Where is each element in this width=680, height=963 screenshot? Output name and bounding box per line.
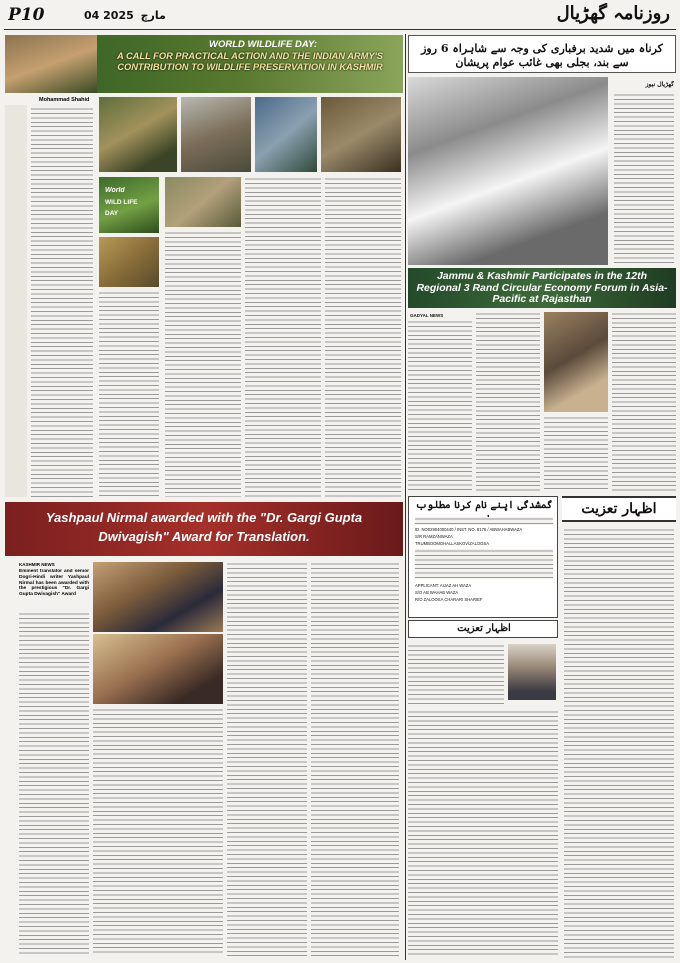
wildlife-photo-leopard [99, 237, 159, 287]
urdu-snow-article [408, 35, 676, 267]
wildlife-column-1b [99, 291, 159, 497]
condolence-small [408, 620, 558, 960]
wildlife-article [5, 35, 403, 498]
circular-article [408, 268, 676, 493]
yashpaul-header [5, 502, 403, 556]
page-number: P10 [8, 5, 45, 25]
wildlife-logo-wildlife: WILD LIFE [105, 199, 138, 206]
urdu-snow-credit: گھڑیال نیوز [645, 81, 674, 88]
urdu-notice-applicant: APPLICANT: AIJAZ AH WAZA [415, 583, 472, 588]
urdu-notice-address: TRUMBOOMOHALLASKOV/ZALOOSA [415, 541, 489, 546]
wildlife-logo-day: DAY [105, 210, 119, 217]
wildlife-photo-bird [255, 97, 317, 172]
urdu-notice-body-2 [415, 549, 553, 579]
condolence-small-body-2 [408, 710, 558, 958]
circular-headline: Jammu & Kashmir Participates in the 12th Regional 3 Rand Circular Economy Forum in Asia-Pacific at Rajasthan [416, 271, 668, 305]
yashpaul-column-3 [311, 562, 399, 956]
circular-photo [544, 312, 608, 412]
wildlife-photo-deer [99, 97, 177, 172]
date-day: 04 [84, 9, 100, 22]
wildlife-column-1 [31, 107, 93, 497]
circular-dateline: GADYAL NEWS [410, 313, 444, 318]
column-divider [405, 34, 406, 960]
circular-column-1 [408, 320, 472, 492]
urdu-notice-applicant-3: R/O ZALOOSA CHARARI SHARIEF [415, 597, 483, 602]
urdu-snow-headline: کرناہ میں شدید برفباری کی وجہ سے شاہراہ 6 روز سے بند، بجلی بھی غائب عوام پریشان [421, 42, 663, 69]
condolence-main [562, 496, 676, 960]
masthead-date [84, 9, 169, 22]
condolence-portrait [508, 644, 556, 700]
wildlife-photo-bottom [165, 177, 241, 227]
circular-column-2 [476, 312, 540, 492]
condolence-small-headline: اظہار تعزیت [457, 623, 511, 634]
yashpaul-dateline: KASHMIR NEWS [19, 562, 55, 567]
date-month: مارچ [140, 9, 166, 22]
wildlife-photo-bear [321, 97, 401, 172]
wildlife-column-3 [245, 177, 321, 497]
urdu-notice-name: S/R RAMZANWAZA [415, 534, 453, 539]
wildlife-photo-hangul [181, 97, 251, 172]
urdu-notice-applicant-2: S/O AB WAHAB WAZA [415, 590, 459, 595]
condolence-small-header [408, 620, 558, 638]
yashpaul-subhead: Eminent translator and senior Dogri-Hindi writer Yashpaul Nirmal has been awarded with the prestigious "Dr. Gargi Gupta Dwivagish" Award [19, 569, 89, 598]
wildlife-column-4 [325, 177, 401, 497]
yashpaul-photo-award [93, 634, 223, 704]
wildlife-column-2 [165, 231, 241, 497]
wildlife-header-photo [5, 35, 97, 93]
wildlife-byline: Mohammad Shahid [39, 97, 90, 103]
circular-column-4 [612, 312, 676, 492]
urdu-snow-header [408, 35, 676, 73]
wildlife-left-margin-strip [5, 105, 27, 497]
condolence-main-headline: اظہار تعزیت [581, 501, 657, 517]
date-year: 2025 [103, 9, 134, 22]
yashpaul-photo-ceremony [93, 562, 223, 632]
condolence-main-header [562, 496, 676, 522]
wildlife-header [5, 35, 403, 93]
urdu-notice-body [415, 517, 553, 525]
urdu-notice [408, 496, 558, 618]
condolence-main-body [564, 528, 674, 958]
yashpaul-article [5, 502, 403, 960]
urdu-notice-headline: گمشدگی اپنے نام کرنا مطلوب [415, 500, 553, 511]
yashpaul-column-2 [227, 562, 307, 956]
circular-header [408, 268, 676, 308]
wildlife-kicker: WORLD WILDLIFE DAY: [208, 39, 317, 50]
urdu-snow-photo [408, 77, 608, 265]
yashpaul-headline: Yashpaul Nirmal awarded with the "Dr. Gargi Gupta Dwivagish" Award for Translation. [45, 510, 363, 544]
masthead-rule [4, 29, 676, 30]
wildlife-logo-world: World [105, 187, 125, 194]
masthead [0, 0, 680, 30]
yashpaul-column-2b [93, 708, 223, 956]
urdu-notice-id: ID. NO02904000440 / INST. NO. 8176 / ABWAHABWAZA [415, 527, 523, 532]
yashpaul-column-1 [19, 612, 89, 956]
urdu-snow-column [614, 93, 674, 265]
wildlife-headline: A CALL FOR PRACTICAL ACTION AND THE INDIAN ARMY'S CONTRIBUTION TO WILDLIFE PRESERVATION IN KASHMIR [117, 51, 383, 72]
paper-name: روزنامہ گھڑیال [556, 3, 670, 24]
wildlife-logo [99, 177, 159, 233]
circular-column-3 [544, 416, 608, 492]
condolence-small-body-1 [408, 644, 504, 706]
